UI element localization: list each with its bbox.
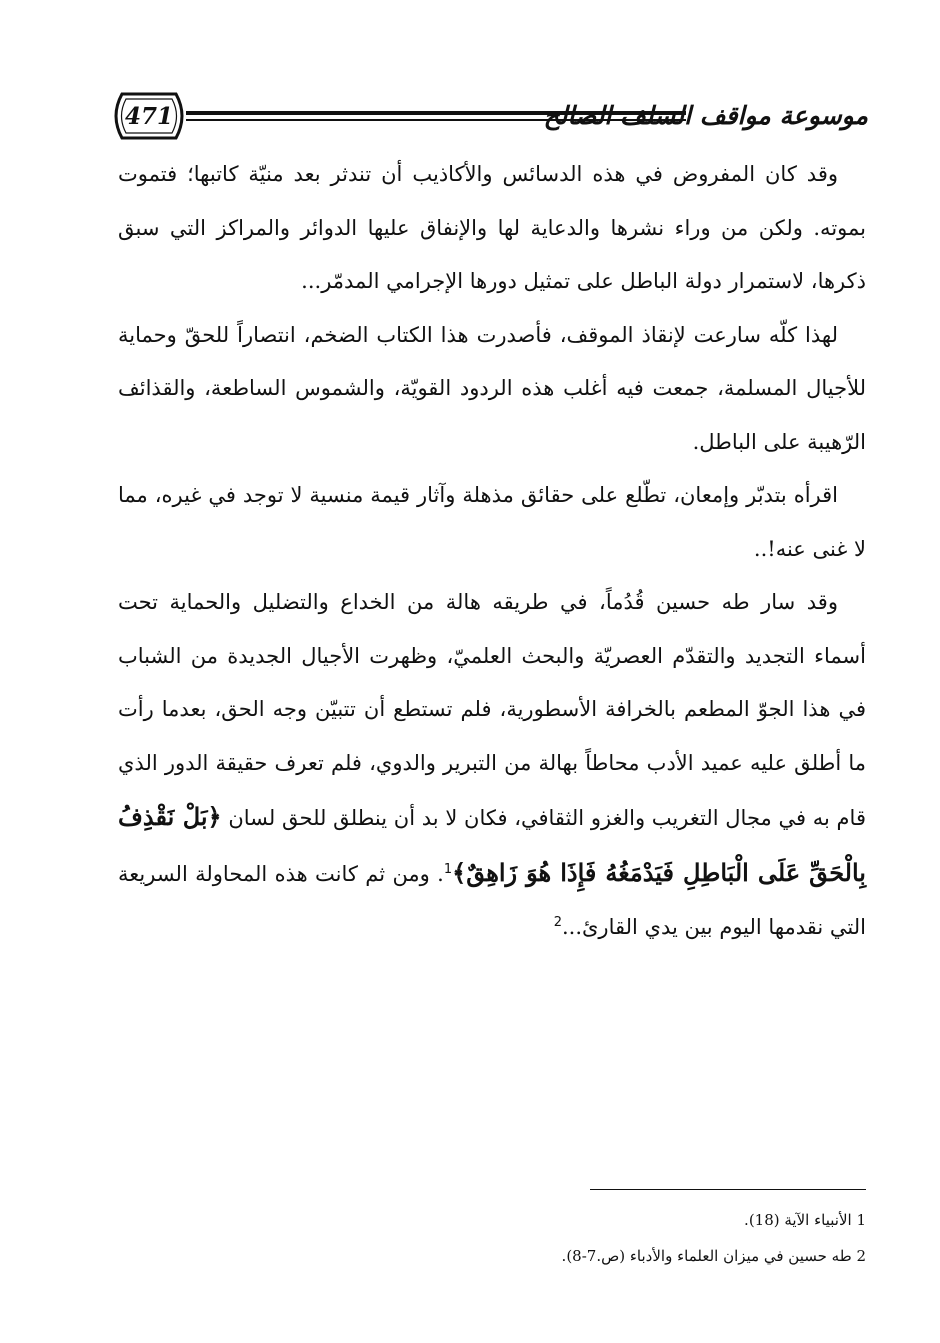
page-number-ornament — [108, 90, 190, 142]
page-body — [118, 148, 866, 955]
footnote-2 — [460, 1238, 866, 1274]
footnote-text: الأنبياء الآية (18). — [744, 1211, 852, 1229]
footnote-1 — [460, 1202, 866, 1238]
quran-verse: ﴿بَلْ نَقْذِفُ بِالْحَقِّ عَلَى الْبَاطِلِ فَيَدْمَغُهُ فَإِذَا هُوَ زَاهِقٌ﴾ — [118, 802, 866, 887]
book-title: موسوعة مواقف السلف الصالح — [543, 101, 868, 130]
footnote-ref-1[interactable]: 1 — [443, 861, 453, 877]
paragraph-4-text: وقد سار طه حسين قُدُماً، في طريقه هالة من الخداع والتضليل والحماية تحت أسماء التجديد والتقدّم العصريّة والبحث العلميّ، وظهرت الأجيال الجديدة من الشباب في هذا الجوّ المطعم بالخرافة الأسطورية، فلم تستطع أن تتبيّن وجه الحق، بعدما رأت ما أطلق عليه عميد الأدب محاطاً بهالة من التبرير والدوي، فلم تعرف حقيقة الدور الذي قام به في مجال التغريب والغزو الثقافي، فكان لا بد أن ينطلق للحق لسان — [118, 590, 866, 830]
paragraph-1: وقد كان المفروض في هذه الدسائس والأكاذيب أن تندثر بعد منيّة كاتبها؛ فتموت بموته. ولكن من وراء نشرها والدعاية لها والإنفاق عليها الدوائر والمراكز التي سبق ذكرها، لاستمرار دولة الباطل على تمثيل دورها الإجرامي المدمّر... — [118, 162, 866, 293]
page-number: 471 — [124, 102, 173, 130]
footnote-number: 2 — [856, 1247, 866, 1265]
footnote-text: طه حسين في ميزان العلماء والأدباء (ص.7-8). — [561, 1247, 852, 1265]
paragraph-3: اقرأه بتدبّر وإمعان، تطّلع على حقائق مذهلة وآثار قيمة منسية لا توجد في غيره، مما لا غنى عنه!.. — [118, 483, 866, 561]
footnote-ref-2[interactable]: 2 — [553, 915, 562, 930]
paragraph-4-ending: . ومن ثم كانت هذه المحاولة السريعة التي نقدمها اليوم بين يدي القارئ... — [118, 861, 866, 939]
paragraph-4 — [118, 576, 866, 955]
page-header — [108, 88, 868, 148]
footnote-separator — [590, 1189, 866, 1190]
footnote-number: 1 — [856, 1211, 866, 1229]
footnotes — [460, 1202, 866, 1274]
paragraph-2: لهذا كلّه سارعت لإنقاذ الموقف، فأصدرت هذا الكتاب الضخم، انتصاراً للحقّ وحماية للأجيال المسلمة، جمعت فيه أغلب هذه الردود القويّة، والشموس الساطعة، والقذائف الرّهيبة على الباطل. — [118, 322, 866, 454]
